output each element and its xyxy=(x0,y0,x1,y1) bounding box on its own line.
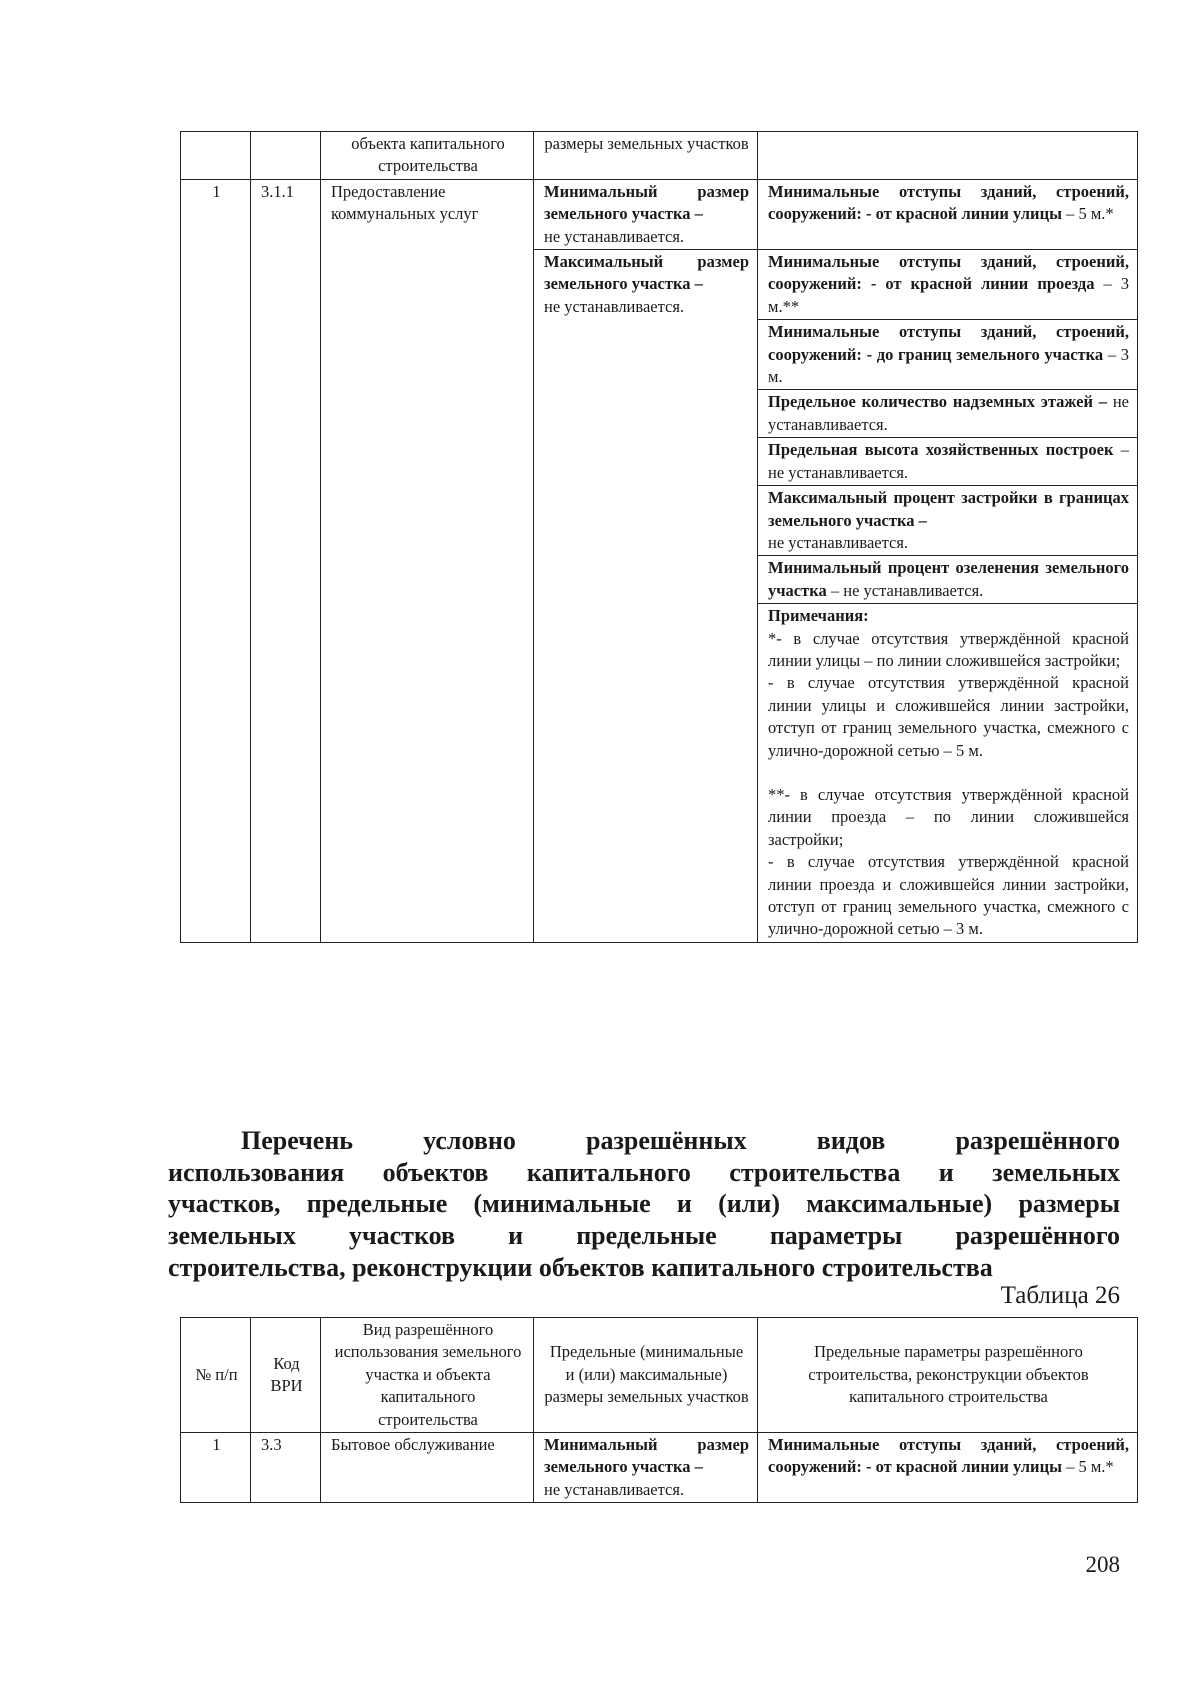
row-number: 1 xyxy=(181,1433,251,1503)
row-use-type: Предоставление коммунальных услуг xyxy=(321,179,534,943)
table-26 xyxy=(180,1317,1138,1503)
notes-title: Примечания: xyxy=(768,606,869,626)
header-params: Предельные параметры разрешённого строительства, реконструкции объектов капитального строительства xyxy=(758,1318,1138,1433)
param-value: – 5 м.* xyxy=(1061,204,1114,224)
row-use-type: Бытовое обслуживание xyxy=(321,1433,534,1503)
max-size-cell xyxy=(534,250,758,943)
param-label: Максимальный процент застройки в границах земельного участка – xyxy=(768,488,1129,530)
note-text: **- в случае отсутствия утверждённой красной линии проезда – по линии сложившейся застройки; xyxy=(768,784,1129,849)
header-num: № п/п xyxy=(181,1318,251,1433)
param-cell xyxy=(758,250,1138,320)
param-value: – 3 м.** xyxy=(768,274,1130,316)
param-label: Минимальные отступы зданий, строений, сооружений: - от красной линии улицы xyxy=(768,181,1129,224)
param-value: не устанавливается. xyxy=(768,392,1129,434)
param-value: – 5 м.* xyxy=(1061,1457,1114,1477)
param-label: Минимальные отступы зданий, строений, сооружений: - от красной линии улицы xyxy=(768,1435,1129,1477)
header-cell-code xyxy=(251,132,321,180)
page-number: 208 xyxy=(1085,1552,1120,1577)
param-cell xyxy=(758,556,1138,604)
max-size-value: не устанавливается. xyxy=(544,296,685,316)
param-cell xyxy=(758,179,1138,249)
param-cell xyxy=(758,320,1138,390)
section-heading xyxy=(168,1125,1120,1284)
header-sizes: Предельные (минимальные и (или) максимальные) размеры земельных участков xyxy=(534,1318,758,1433)
header-cell-num xyxy=(181,132,251,180)
min-size-cell xyxy=(534,1433,758,1503)
param-value: – не устанавливается. xyxy=(768,440,1130,482)
param-cell xyxy=(758,1433,1138,1503)
param-cell xyxy=(758,390,1138,438)
param-value: не устанавливается. xyxy=(768,532,909,552)
table-row xyxy=(181,179,1138,249)
param-label: Минимальные отступы зданий, строений, сооружений: - до границ земельного участка xyxy=(768,322,1129,364)
table-label: Таблица 26 xyxy=(1000,1282,1120,1309)
min-size-value: не устанавливается. xyxy=(544,226,685,246)
header-name: Вид разрешённого использования земельного участка и объекта капитального строительства xyxy=(321,1318,534,1433)
row-number: 1 xyxy=(181,179,251,943)
note-text: - в случае отсутствия утверждённой красной линии проезда и сложившейся линии застройки, отступ от границ земельного участка, смежного с улично-дорожной сетью – 3 м. xyxy=(768,852,1129,939)
header-cell-name: объекта капитального строительства xyxy=(321,132,534,180)
param-cell xyxy=(758,486,1138,556)
param-label: Минимальные отступы зданий, строений, сооружений: - от красной линии проезда xyxy=(768,252,1129,294)
notes-cell xyxy=(758,604,1138,943)
continuation-header-row xyxy=(181,132,1138,180)
param-label: Предельное количество надземных этажей – xyxy=(768,392,1108,412)
max-size-label: Максимальный размер земельного участка – xyxy=(544,252,749,294)
heading-line: строительства, реконструкции объектов капитального строительства xyxy=(168,1252,993,1282)
param-value: – не устанавливается. xyxy=(826,580,984,600)
min-size-cell xyxy=(534,179,758,249)
min-size-label: Минимальный размер земельного участка – xyxy=(544,181,749,224)
heading-line: участков, предельные (минимальные и (или) максимальные) размеры xyxy=(168,1189,1120,1219)
param-label: Предельная высота хозяйственных построек xyxy=(768,440,1114,460)
header-cell-params xyxy=(758,132,1138,180)
heading-line: Перечень условно разрешённых видов разрешённого xyxy=(241,1126,1120,1155)
min-size-label: Минимальный размер земельного участка – xyxy=(544,1435,749,1477)
row-code: 3.3 xyxy=(251,1433,321,1503)
continuation-table xyxy=(180,131,1138,943)
param-label: Минимальный процент озеленения земельного участка xyxy=(768,558,1129,600)
heading-line: использования объектов капитального строительства и земельных xyxy=(168,1157,1120,1187)
min-size-value: не устанавливается. xyxy=(544,1479,685,1499)
header-code: Код ВРИ xyxy=(251,1318,321,1433)
param-cell xyxy=(758,438,1138,486)
row-code: 3.1.1 xyxy=(251,179,321,943)
table-row xyxy=(181,1433,1138,1503)
note-text: - в случае отсутствия утверждённой красной линии улицы и сложившейся линии застройки, отступ от границ земельного участка, смежного с улично-дорожной сетью – 5 м. xyxy=(768,673,1129,760)
param-value: – 3 м. xyxy=(768,344,1130,387)
heading-line: земельных участков и предельные параметры разрешённого xyxy=(168,1221,1120,1251)
header-cell-sizes: размеры земельных участков xyxy=(534,132,758,180)
table-header-row xyxy=(181,1318,1138,1433)
note-text: *- в случае отсутствия утверждённой красной линии улицы – по линии сложившейся застройки; xyxy=(768,628,1129,670)
